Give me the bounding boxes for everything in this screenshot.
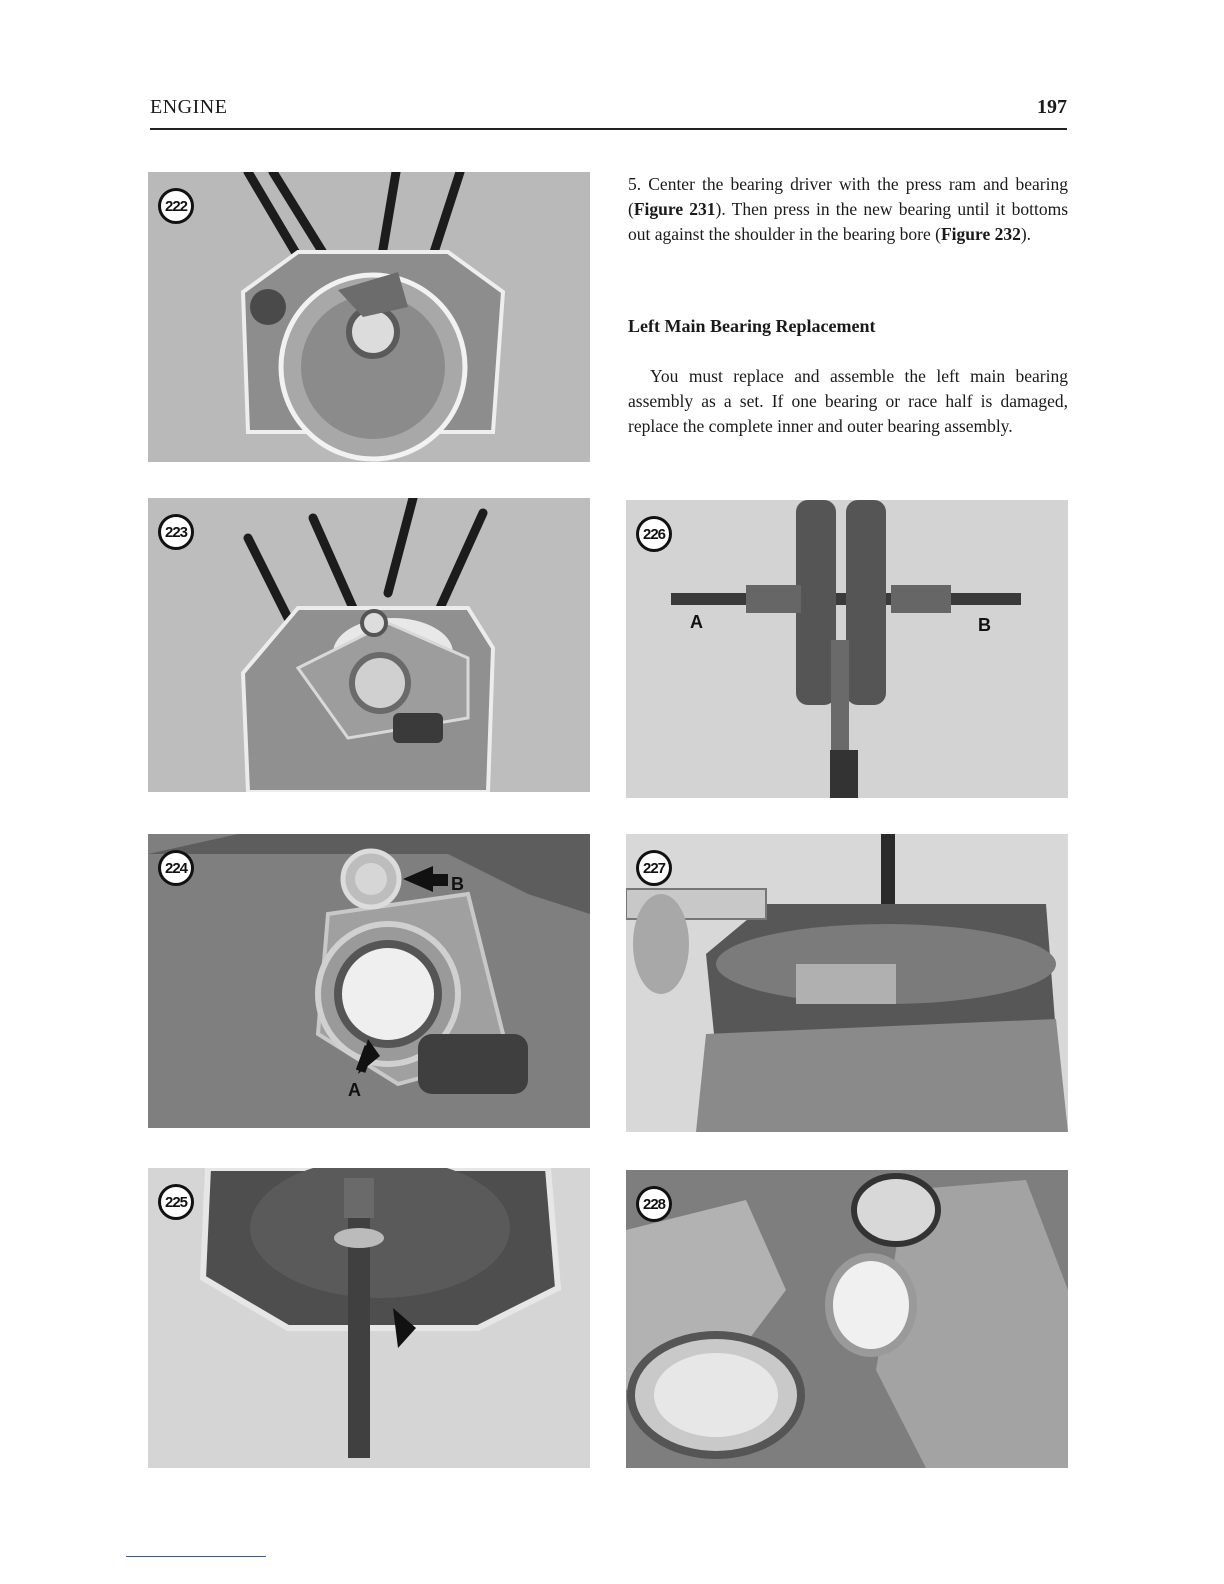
figure-222: [148, 172, 590, 462]
figure-ref-232: Figure 232: [940, 224, 1021, 244]
figure-228: [626, 1170, 1068, 1468]
figure-227: [626, 834, 1068, 1132]
crankcase-half-photo: [148, 172, 590, 462]
footnote-rule: [126, 1556, 266, 1557]
step-5-paragraph: [628, 172, 1068, 247]
callout-a: A: [348, 1080, 361, 1100]
step-text-c: ).: [1020, 224, 1032, 244]
crankshaft-in-case-photo: [148, 1168, 590, 1468]
bearing-bore-closeup-photo: [148, 834, 590, 1128]
figure-number-badge: 228: [636, 1186, 672, 1222]
figure-number-badge: 222: [158, 188, 194, 224]
page-number: 197: [1037, 96, 1067, 118]
intro-paragraph: [628, 364, 1068, 439]
step-text-a: Center the bearing driver with the press ram and bearing (: [628, 174, 1068, 219]
bearing-components-photo: [626, 1170, 1068, 1468]
figure-226: [626, 500, 1068, 798]
step-text-b: ). Then press in the new bearing until it bottoms out against the shoulder in the bearing bore (: [628, 199, 1068, 244]
figure-number-badge: 223: [158, 514, 194, 550]
flywheel-measurement-photo: [626, 834, 1068, 1132]
section-title: ENGINE: [150, 96, 228, 118]
step-number: 5.: [628, 174, 642, 194]
figure-225: [148, 1168, 590, 1468]
callout-b: B: [978, 615, 991, 635]
figure-223: [148, 498, 590, 792]
subheading: Left Main Bearing Replacement: [628, 316, 876, 336]
crankshaft-assembly-photo: [626, 500, 1068, 798]
crankcase-half-photo: [148, 498, 590, 792]
callout-b: B: [451, 874, 464, 894]
figure-224: [148, 834, 590, 1128]
page-header: [150, 96, 1067, 130]
figure-number-badge: 227: [636, 850, 672, 886]
figure-number-badge: 225: [158, 1184, 194, 1220]
figure-number-badge: 226: [636, 516, 672, 552]
callout-a: A: [690, 612, 703, 632]
figure-ref-231: Figure 231: [633, 199, 716, 219]
figure-number-badge: 224: [158, 850, 194, 886]
intro-text: You must replace and assemble the left main bearing assembly as a set. If one bearing or race half is damaged, replace the complete inner and outer bearing assembly.: [628, 366, 1068, 436]
